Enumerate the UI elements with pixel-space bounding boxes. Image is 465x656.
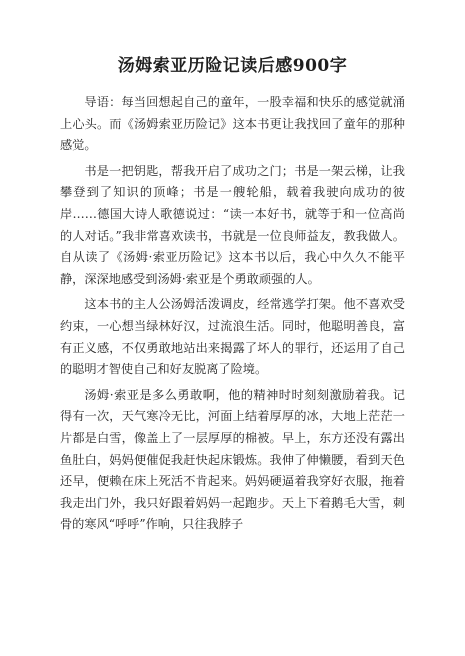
document-title: 汤姆索亚历险记读后感900字 bbox=[117, 56, 348, 76]
body-paragraph: 这本书的主人公汤姆活泼调皮，经常逃学打架。他不喜欢受约束，一心想当绿林好汉，过流浪生活。同时，他聪明善良，富有正义感，不仅勇敢地站出来揭露了坏人的罪行，还运用了自己的聪明才智使自己和好友脱离了险境。 bbox=[60, 297, 405, 377]
body-paragraph: 汤姆·索亚是多么勇敢啊，他的精神时时刻刻激励着我。记得有一次，天气寒冷无比，河面上结着厚厚的冰，大地上茫茫一片都是白雪，像盖上了一层厚厚的棉被。早上，东方还没有露出鱼肚白，妈妈便催促我赶快起床锻炼。我伸了伸懒腰，看到天色还早，便赖在床上死活不肯起来。妈妈硬逼着我穿好衣服，拖着我走出门外，我只好跟着妈妈一起跑步。天上下着鹅毛大雪，刺骨的寒风“呼呼”作响，只往我脖子 bbox=[60, 387, 405, 532]
intro-paragraph: 导语：每当回想起自己的童年，一股幸福和快乐的感觉就涌上心头。而《汤姆索亚历险记》这本书更让我找回了童年的那种感觉。 bbox=[60, 95, 405, 153]
body-paragraph: 书是一把钥匙，帮我开启了成功之门；书是一架云梯，让我攀登到了知识的顶峰；书是一艘轮船，载着我驶向成功的彼岸……德国大诗人歌德说过：“读一本好书，就等于和一位高尚的人对话。”我非常喜欢读书，书就是一位良师益友，教我做人。自从读了《汤姆·索亚历险记》这本书以后，我心中久久不能平静，深深地感受到汤姆·索亚是个勇敢顽强的人。 bbox=[60, 163, 405, 286]
